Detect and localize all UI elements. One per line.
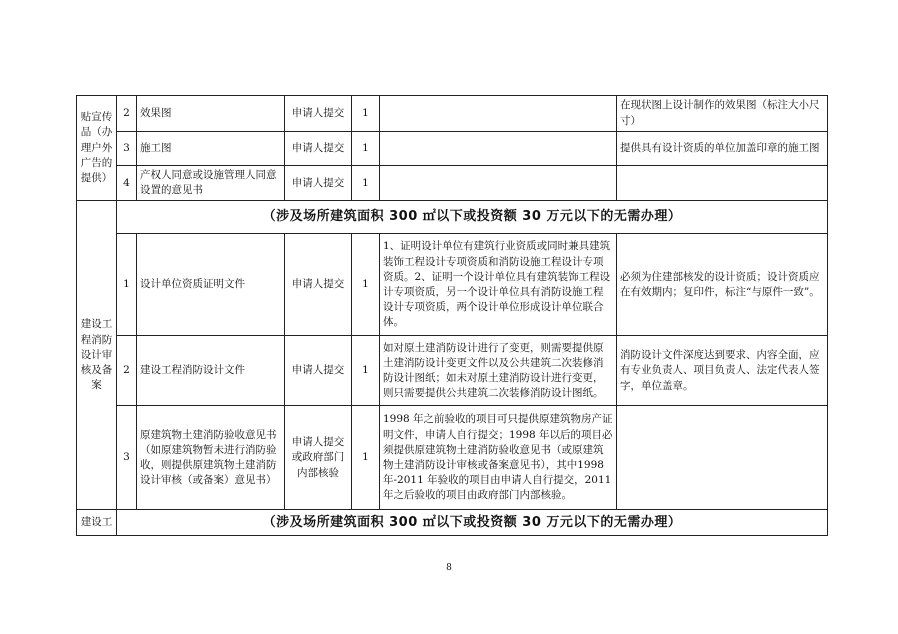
copies: 1 — [352, 132, 380, 166]
exemption-notice: （涉及场所建筑面积 300 ㎡以下或投资额 30 万元以下的无需办理） — [117, 201, 828, 234]
note: 在现状图上设计制作的效果图（标注大小尺寸） — [617, 96, 828, 132]
material-name: 建设工程消防设计文件 — [137, 336, 285, 406]
note: 消防设计文件深度达到要求、内容全面，应有专业负责人、项目负责人、法定代表人签字，单位盖章。 — [617, 336, 828, 406]
source: 申请人提交 — [285, 336, 352, 406]
requirement — [380, 166, 617, 201]
source: 申请人提交 — [285, 132, 352, 166]
row-no: 2 — [117, 336, 137, 406]
copies: 1 — [352, 336, 380, 406]
material-name: 效果图 — [137, 96, 285, 132]
material-name: 原建筑物土建消防验收意见书（如原建筑物暂未进行消防验收，则提供原建筑物土建消防设计审核（或备案）意见书） — [137, 406, 285, 510]
note — [617, 166, 828, 201]
source: 申请人提交或政府部门内部核验 — [285, 406, 352, 510]
table-row — [77, 336, 828, 406]
row-no: 1 — [117, 234, 137, 336]
notice-row — [77, 201, 828, 234]
copies: 1 — [352, 96, 380, 132]
table-row — [77, 166, 828, 201]
row-no: 3 — [117, 132, 137, 166]
group-name-ad: 贴宣传品（办理户外广告的提供） — [77, 96, 117, 201]
materials-table — [76, 95, 828, 536]
table-row — [77, 132, 828, 166]
page-number: 8 — [446, 563, 452, 573]
source: 申请人提交 — [285, 234, 352, 336]
note: 提供具有设计资质的单位加盖印章的施工图 — [617, 132, 828, 166]
requirement: 1、证明设计单位有建筑行业资质或同时兼具建筑装饰工程设计专项资质和消防设施工程设计专项资质。2、证明一个设计单位具有建筑装饰工程设计专项资质，另一个设计单位具有消防设施工程设计专项资质，两个设计单位形成设计单位联合体。 — [380, 234, 617, 336]
source: 申请人提交 — [285, 96, 352, 132]
note — [617, 406, 828, 510]
copies: 1 — [352, 406, 380, 510]
row-no: 4 — [117, 166, 137, 201]
exemption-notice: （涉及场所建筑面积 300 ㎡以下或投资额 30 万元以下的无需办理） — [117, 510, 828, 536]
material-name: 施工图 — [137, 132, 285, 166]
group-name-fire: 建设工程消防设计审核及备案 — [77, 201, 117, 510]
material-name: 产权人同意或设施管理人同意设置的意见书 — [137, 166, 285, 201]
table-row — [77, 406, 828, 510]
notice-row — [77, 510, 828, 536]
row-no: 2 — [117, 96, 137, 132]
material-name: 设计单位资质证明文件 — [137, 234, 285, 336]
table-row — [77, 96, 828, 132]
requirement — [380, 96, 617, 132]
copies: 1 — [352, 166, 380, 201]
row-no: 3 — [117, 406, 137, 510]
copies: 1 — [352, 234, 380, 336]
table-row — [77, 234, 828, 336]
requirement: 1998 年之前验收的项目可只提供原建筑物房产证明文件，申请人自行提交；1998 年以后的项目必须提供原建筑物土建消防验收意见书（或原建筑物土建消防设计审核或备案意见书），其中1998 年-2011 年验收的项目由申请人自行提交，2011 年之后验收的项目由政府部门内部核验。 — [380, 406, 617, 510]
requirement — [380, 132, 617, 166]
note: 必须为住建部核发的设计资质；设计资质应在有效期内；复印件，标注“与原件一致”。 — [617, 234, 828, 336]
group-name-next: 建设工 — [77, 510, 117, 536]
requirement: 如对原土建消防设计进行了变更，则需要提供原土建消防设计变更文件以及公共建筑二次装修消防设计图纸；如未对原土建消防设计进行变更，则只需要提供公共建筑二次装修消防设计图纸。 — [380, 336, 617, 406]
source: 申请人提交 — [285, 166, 352, 201]
